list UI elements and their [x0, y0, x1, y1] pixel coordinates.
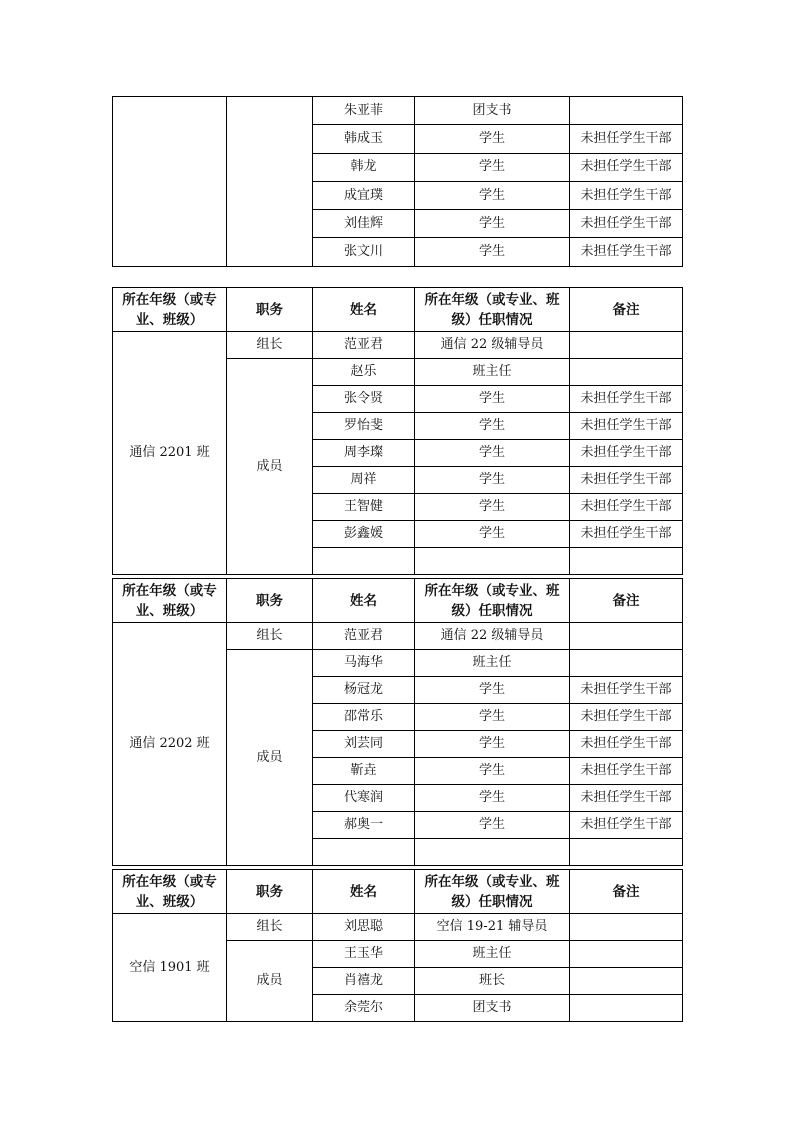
- name-cell: 周祥: [313, 467, 415, 494]
- leader-label: 组长: [227, 914, 313, 941]
- note-cell: 未担任学生干部: [570, 812, 683, 839]
- role-cell: 学生: [415, 731, 570, 758]
- role-cell: 学生: [415, 467, 570, 494]
- name-cell: 刘佳辉: [313, 210, 415, 238]
- class-cell: 通信 2201 班: [113, 332, 227, 575]
- table-class-2202: [112, 578, 683, 866]
- header-note: 备注: [570, 579, 683, 623]
- table-continuation: [112, 96, 683, 267]
- role-cell: 班主任: [415, 650, 570, 677]
- note-cell: 未担任学生干部: [570, 521, 683, 548]
- grade-cell: [113, 97, 227, 267]
- role-cell: 学生: [415, 521, 570, 548]
- name-cell: 刘芸同: [313, 731, 415, 758]
- role-cell: 通信 22 级辅导员: [415, 332, 570, 359]
- header-role: 所在年级（或专业、班级）任职情况: [415, 870, 570, 914]
- name-cell: 张文川: [313, 238, 415, 266]
- note-cell: 未担任学生干部: [570, 181, 683, 209]
- header-note: 备注: [570, 870, 683, 914]
- header-name: 姓名: [313, 579, 415, 623]
- role-cell: 学生: [415, 677, 570, 704]
- note-cell: [570, 941, 683, 968]
- header-name: 姓名: [313, 288, 415, 332]
- leader-label: 组长: [227, 332, 313, 359]
- header-role: 所在年级（或专业、班级）任职情况: [415, 579, 570, 623]
- member-label: 成员: [227, 650, 313, 866]
- table-class-2201: [112, 287, 683, 575]
- note-cell: 未担任学生干部: [570, 785, 683, 812]
- note-cell: 未担任学生干部: [570, 467, 683, 494]
- member-label: 成员: [227, 359, 313, 575]
- role-cell: 学生: [415, 413, 570, 440]
- name-cell: [313, 839, 415, 866]
- table-class-1901: [112, 869, 683, 1022]
- note-cell: [570, 995, 683, 1022]
- table-header-row: [113, 870, 683, 914]
- role-cell: 班主任: [415, 359, 570, 386]
- name-cell: 周李璨: [313, 440, 415, 467]
- header-name: 姓名: [313, 870, 415, 914]
- note-cell: 未担任学生干部: [570, 386, 683, 413]
- name-cell: 刘思聪: [313, 914, 415, 941]
- note-cell: [570, 623, 683, 650]
- class-cell: 通信 2202 班: [113, 623, 227, 866]
- header-grade: 所在年级（或专业、班级）: [113, 870, 227, 914]
- table-row: [113, 914, 683, 941]
- note-cell: [570, 548, 683, 575]
- member-label: 成员: [227, 941, 313, 1022]
- role-cell: 学生: [415, 181, 570, 209]
- role-cell: 学生: [415, 210, 570, 238]
- note-cell: [570, 650, 683, 677]
- name-cell: 王玉华: [313, 941, 415, 968]
- header-grade: 所在年级（或专业、班级）: [113, 579, 227, 623]
- role-cell: 空信 19-21 辅导员: [415, 914, 570, 941]
- name-cell: 杨冠龙: [313, 677, 415, 704]
- role-cell: 学生: [415, 494, 570, 521]
- note-cell: 未担任学生干部: [570, 758, 683, 785]
- name-cell: 张令贤: [313, 386, 415, 413]
- role-cell: 学生: [415, 440, 570, 467]
- role-cell: 学生: [415, 153, 570, 181]
- name-cell: 范亚君: [313, 332, 415, 359]
- note-cell: [570, 968, 683, 995]
- header-position: 职务: [227, 870, 313, 914]
- role-cell: 通信 22 级辅导员: [415, 623, 570, 650]
- name-cell: 肖禧龙: [313, 968, 415, 995]
- note-cell: 未担任学生干部: [570, 210, 683, 238]
- note-cell: 未担任学生干部: [570, 125, 683, 153]
- name-cell: 代寒润: [313, 785, 415, 812]
- role-cell: 班长: [415, 968, 570, 995]
- header-role: 所在年级（或专业、班级）任职情况: [415, 288, 570, 332]
- name-cell: 赵乐: [313, 359, 415, 386]
- name-cell: 韩龙: [313, 153, 415, 181]
- note-cell: [570, 914, 683, 941]
- name-cell: 成宜璞: [313, 181, 415, 209]
- note-cell: [570, 332, 683, 359]
- name-cell: [313, 548, 415, 575]
- header-position: 职务: [227, 579, 313, 623]
- name-cell: 罗怡斐: [313, 413, 415, 440]
- name-cell: 郝奥一: [313, 812, 415, 839]
- name-cell: 靳垚: [313, 758, 415, 785]
- class-cell: 空信 1901 班: [113, 914, 227, 1022]
- note-cell: 未担任学生干部: [570, 677, 683, 704]
- note-cell: 未担任学生干部: [570, 494, 683, 521]
- table-header-row: [113, 288, 683, 332]
- note-cell: [570, 359, 683, 386]
- role-cell: 团支书: [415, 995, 570, 1022]
- note-cell: [570, 97, 683, 125]
- role-cell: [415, 548, 570, 575]
- name-cell: 朱亚菲: [313, 97, 415, 125]
- name-cell: 马海华: [313, 650, 415, 677]
- role-cell: 班主任: [415, 941, 570, 968]
- name-cell: 彭鑫媛: [313, 521, 415, 548]
- note-cell: 未担任学生干部: [570, 731, 683, 758]
- position-cell: [227, 97, 313, 267]
- role-cell: 学生: [415, 125, 570, 153]
- header-note: 备注: [570, 288, 683, 332]
- table-row: [113, 97, 683, 125]
- name-cell: 范亚君: [313, 623, 415, 650]
- note-cell: 未担任学生干部: [570, 413, 683, 440]
- name-cell: 王智健: [313, 494, 415, 521]
- header-grade: 所在年级（或专业、班级）: [113, 288, 227, 332]
- role-cell: 学生: [415, 812, 570, 839]
- name-cell: 邵常乐: [313, 704, 415, 731]
- note-cell: 未担任学生干部: [570, 440, 683, 467]
- note-cell: 未担任学生干部: [570, 153, 683, 181]
- note-cell: [570, 839, 683, 866]
- role-cell: 学生: [415, 785, 570, 812]
- role-cell: 学生: [415, 238, 570, 266]
- leader-label: 组长: [227, 623, 313, 650]
- table-row: [113, 623, 683, 650]
- role-cell: [415, 839, 570, 866]
- role-cell: 学生: [415, 704, 570, 731]
- name-cell: 余莞尔: [313, 995, 415, 1022]
- note-cell: 未担任学生干部: [570, 704, 683, 731]
- role-cell: 团支书: [415, 97, 570, 125]
- role-cell: 学生: [415, 386, 570, 413]
- table-row: [113, 332, 683, 359]
- name-cell: 韩成玉: [313, 125, 415, 153]
- table-header-row: [113, 579, 683, 623]
- header-position: 职务: [227, 288, 313, 332]
- note-cell: 未担任学生干部: [570, 238, 683, 266]
- role-cell: 学生: [415, 758, 570, 785]
